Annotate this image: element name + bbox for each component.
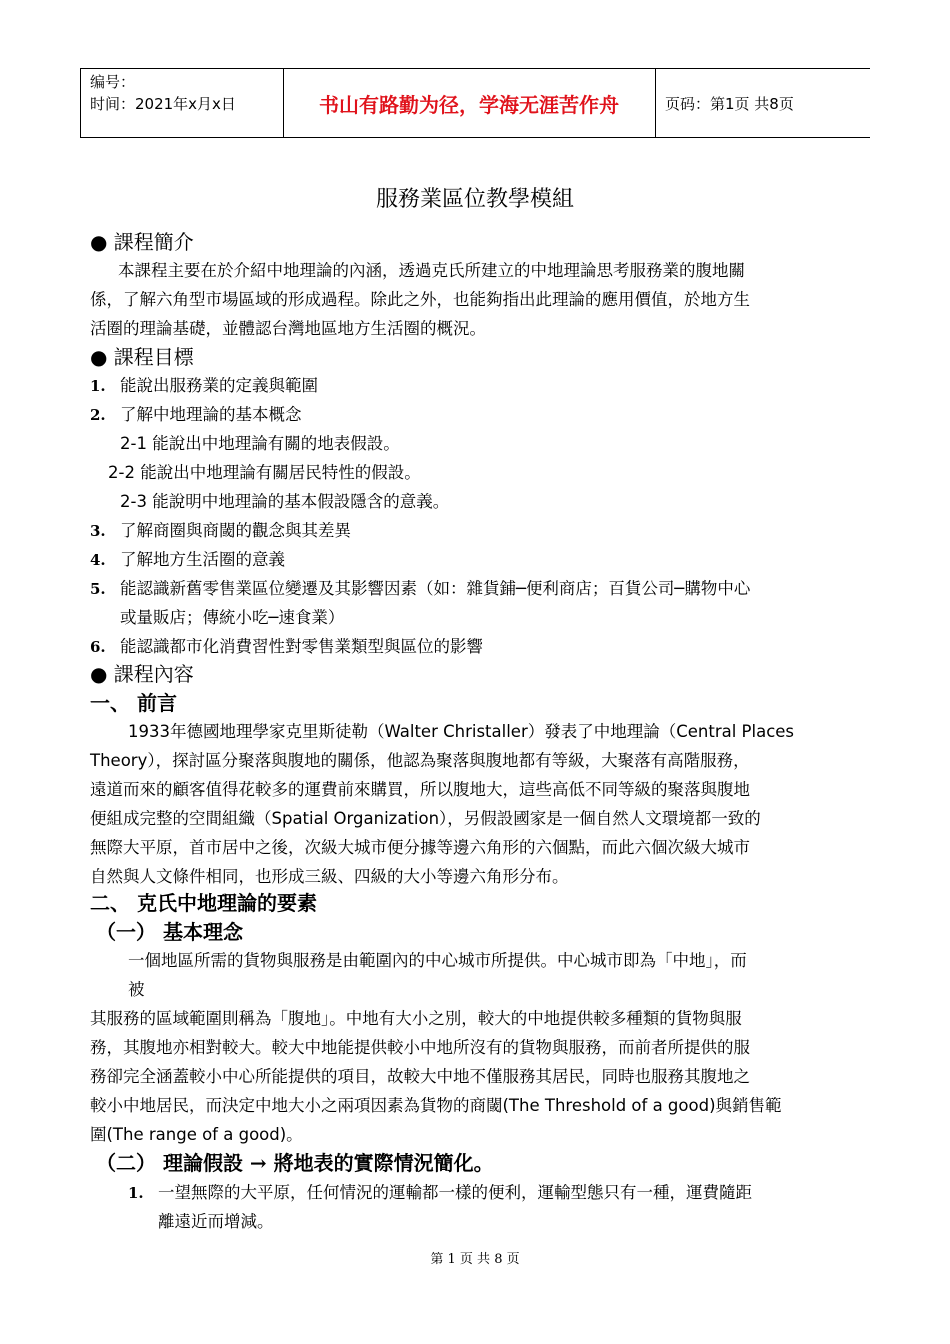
header-meta xyxy=(90,71,236,115)
assumption-line: 離遠近而增減。 xyxy=(158,1212,274,1231)
goal-number: 1. xyxy=(90,377,106,395)
intro-line: 本課程主要在於介紹中地理論的內涵，透過克氏所建立的中地理論思考服務業的腹地關 xyxy=(118,261,745,280)
goal-subitem: 2-2 能說出中地理論有關居民特性的假設。 xyxy=(108,463,421,482)
part1-line: 1933年德國地理學家克里斯徒勒（Walter Christaller）發表了中地理論（Central Places xyxy=(128,722,795,741)
goal-number: 4. xyxy=(90,551,106,569)
time-label: 时间：2021年x月x日 xyxy=(90,95,236,113)
goal-number: 5. xyxy=(90,580,106,598)
page-header xyxy=(80,68,870,138)
assumption-number: 1. xyxy=(128,1184,144,1202)
assumption-line: 一望無際的大平原，任何情況的運輸都一樣的便利，運輸型態只有一種，運費隨距 xyxy=(158,1183,752,1202)
page-footer: 第 1 页 共 8 页 xyxy=(430,1252,520,1267)
header-divider xyxy=(80,69,81,137)
goal-item: 了解商圈與商閾的觀念與其差異 xyxy=(120,521,351,540)
header-divider xyxy=(655,69,656,137)
part2-heading: 二、 克氏中地理論的要素 xyxy=(90,891,317,915)
goal-number: 6. xyxy=(90,638,106,656)
goal-item: 能認識都市化消費習性對零售業類型與區位的影響 xyxy=(120,637,483,656)
header-motto: 书山有路勤为径，学海无涯苦作舟 xyxy=(319,92,619,117)
part2-subheading: （一） 基本理念 xyxy=(96,920,243,944)
part1-heading: 一、 前言 xyxy=(90,691,177,715)
part1-line: Theory），探討區分聚落與腹地的關係，他認為聚落與腹地都有等級，大聚落有高階服務， xyxy=(90,751,750,770)
goal-item: 能認識新舊零售業區位變遷及其影響因素（如：雜貨鋪─便利商店；百貨公司─購物中心 xyxy=(120,579,751,598)
part2-line: 其服務的區域範圍則稱為「腹地」。中地有大小之別，較大的中地提供較多種類的貨物與服 xyxy=(90,1009,742,1028)
part1-line: 自然與人文條件相同，也形成三級、四級的大小等邊六角形分布。 xyxy=(90,867,569,886)
part2-line: 一個地區所需的貨物與服務是由範圍內的中心城市所提供。中心城市即為「中地」，而 xyxy=(128,951,747,970)
code-label: 编号： xyxy=(90,73,136,91)
intro-line: 係，了解六角型市場區域的形成過程。除此之外，也能夠指出此理論的應用價值，於地方生 xyxy=(90,290,750,309)
part2-line: 圍(The range of a good)。 xyxy=(90,1125,303,1144)
goal-item-continued: 或量販店；傳統小吃─速食業） xyxy=(120,608,345,627)
part2-line: 務，其腹地亦相對較大。較大中地能提供較小中地所沒有的貨物與服務，而前者所提供的服 xyxy=(90,1038,750,1057)
goal-number: 3. xyxy=(90,522,106,540)
part2-line: 務卻完全涵蓋較小中心所能提供的項目，故較大中地不僅服務其居民，同時也服務其腹地之 xyxy=(90,1067,750,1086)
intro-heading: ● 課程簡介 xyxy=(90,230,194,254)
intro-line: 活圈的理論基礎，並體認台灣地區地方生活圈的概況。 xyxy=(90,319,486,338)
goal-item: 了解地方生活圈的意義 xyxy=(120,550,285,569)
goal-subitem: 2-1 能說出中地理論有關的地表假設。 xyxy=(120,434,400,453)
goal-number: 2. xyxy=(90,406,106,424)
header-page-info: 页码：第1页 共8页 xyxy=(665,94,794,113)
content-heading: ● 課程內容 xyxy=(90,662,194,686)
part1-line: 遠道而來的顧客值得花較多的運費前來購買，所以腹地大，這些高低不同等級的聚落與腹地 xyxy=(90,780,750,799)
goals-heading: ● 課程目標 xyxy=(90,345,194,369)
part1-line: 無際大平原，首市居中之後，次級大城市便分據等邊六角形的六個點，而此六個次級大城市 xyxy=(90,838,750,857)
part2-line: 較小中地居民，而決定中地大小之兩項因素為貨物的商閾(The Threshold of a good)與銷售範 xyxy=(90,1096,782,1115)
part1-line: 便組成完整的空間組織（Spatial Organization），另假設國家是一個自然人文環境都一致的 xyxy=(90,809,761,828)
goal-item: 能說出服務業的定義與範圍 xyxy=(120,376,318,395)
goal-item: 了解中地理論的基本概念 xyxy=(120,405,302,424)
part2-line: 被 xyxy=(128,980,145,999)
part2-subheading: （二） 理論假設 → 將地表的實際情況簡化。 xyxy=(96,1151,494,1175)
goal-subitem: 2-3 能說明中地理論的基本假設隱含的意義。 xyxy=(120,492,450,511)
document-title: 服務業區位教學模組 xyxy=(375,187,574,212)
